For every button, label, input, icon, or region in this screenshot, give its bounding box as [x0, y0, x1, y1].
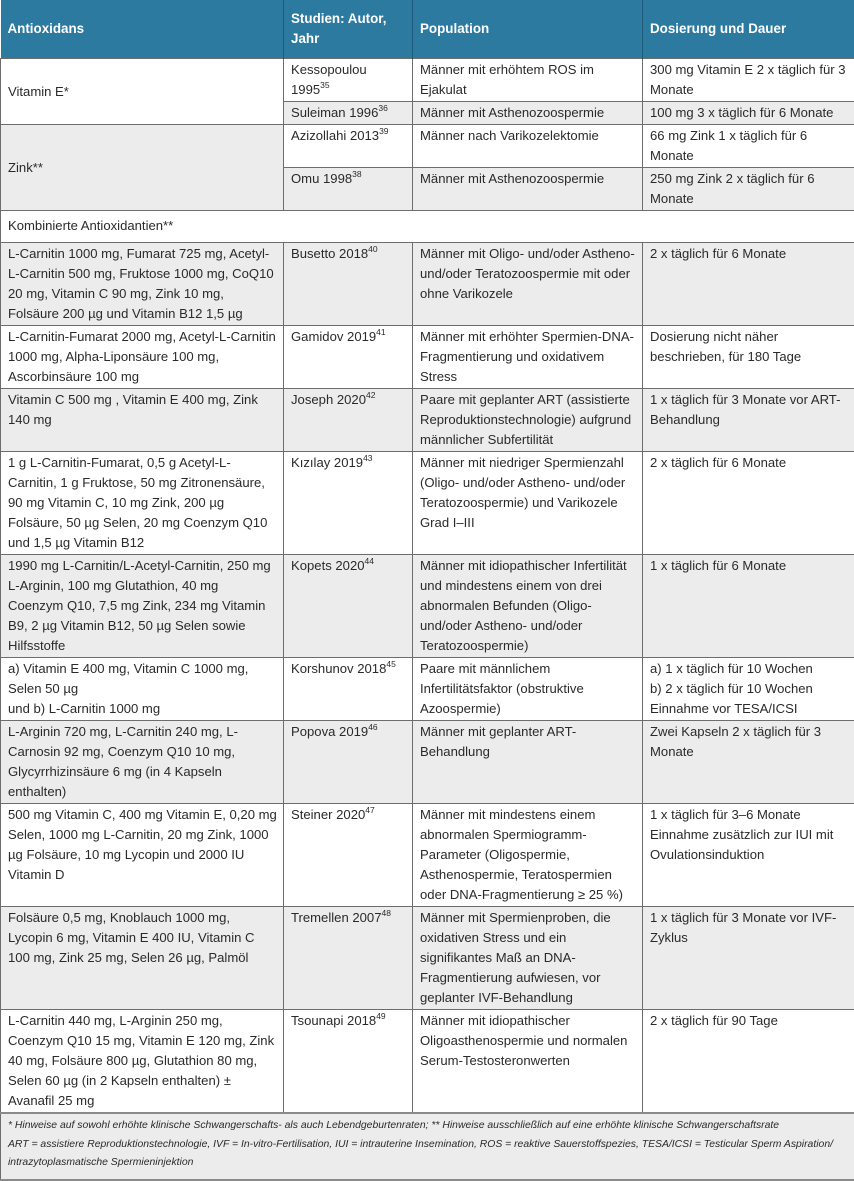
study-cell: Suleiman 1996$^{36}$	[284, 102, 413, 125]
population-cell: Männer mit erhöhter Spermien-DNA-Fragmentierung und oxidativem Stress	[413, 326, 643, 389]
table-row	[1, 59, 854, 102]
antioxidant-cell: L-Carnitin 440 mg, L-Arginin 250 mg, Coenzym Q10 15 mg, Vitamin E 120 mg, Zink 40 mg, Folsäure 800 µg, Glutathion 80 mg, Selen 60 µg (in 2 Kapseln enthalten) ± Avanafil 25 mg	[1, 1010, 284, 1114]
antioxidant-cell: 500 mg Vitamin C, 400 mg Vitamin E, 0,20 mg Selen, 1000 mg L-Carnitin, 20 mg Zink, 1000 µg Folsäure, 10 mg Lycopin und 2000 IU Vitamin D	[1, 804, 284, 907]
population-cell: Männer nach Varikozelektomie	[413, 125, 643, 168]
table-row	[1, 452, 854, 555]
study-cell: Steiner 2020$^{47}$	[284, 804, 413, 907]
antioxidant-cell: Vitamin E*	[1, 59, 284, 125]
table-row	[1, 721, 854, 804]
population-cell: Männer mit Spermienproben, die oxidativen Stress und ein signifikantes Maß an DNA-Fragmentierung aufwiesen, vor geplanter IVF-Behandlung	[413, 907, 643, 1010]
dosage-cell: 2 x täglich für 6 Monate	[643, 243, 854, 326]
study-cell: Busetto 2018$^{40}$	[284, 243, 413, 326]
section-row	[1, 211, 854, 243]
footnote-line: ART = assistiere Reproduktionstechnologie, IVF = In-vitro-Fertilisation, IUI = intrauterine Insemination, ROS = reaktive Sauerstoffspezies, TESA/ICSI = Testicular Sperm Aspiration/ intrazytoplasmatische Spermieninjektion	[8, 1136, 847, 1173]
population-cell: Männer mit mindestens einem abnormalen Spermiogramm-Parameter (Oligospermie, Asthenospermie, Teratospermien oder DNA-Fragmentierung ≥ 25 %)	[413, 804, 643, 907]
dosage-cell: 250 mg Zink 2 x täglich für 6 Monate	[643, 168, 854, 211]
population-cell: Männer mit niedriger Spermienzahl (Oligo- und/oder Astheno- und/oder Teratozoospermie) und Varikozele Grad I–III	[413, 452, 643, 555]
table-row	[1, 326, 854, 389]
study-cell: Popova 2019$^{46}$	[284, 721, 413, 804]
study-cell: Tsounapi 2018$^{49}$	[284, 1010, 413, 1114]
dosage-cell: 1 x täglich für 3–6 Monate Einnahme zusätzlich zur IUI mit Ovulationsinduktion	[643, 804, 854, 907]
study-cell: Gamidov 2019$^{41}$	[284, 326, 413, 389]
population-cell: Paare mit männlichem Infertilitätsfaktor (obstruktive Azoospermie)	[413, 658, 643, 721]
antioxidant-cell: 1 g L-Carnitin-Fumarat, 0,5 g Acetyl-L-Carnitin, 1 g Fruktose, 50 mg Zitronensäure, 90 mg Vitamin C, 10 mg Zink, 200 µg Folsäure, 50 µg Selen, 20 mg Coenzym Q10 und 1,5 µg Vitamin B12	[1, 452, 284, 555]
study-cell: Kopets 2020$^{44}$	[284, 555, 413, 658]
study-cell: Joseph 2020$^{42}$	[284, 389, 413, 452]
population-cell: Männer mit Asthenozoospermie	[413, 168, 643, 211]
population-cell: Männer mit Oligo- und/oder Astheno- und/oder Teratozoospermie mit oder ohne Varikozele	[413, 243, 643, 326]
dosage-cell: 1 x täglich für 6 Monate	[643, 555, 854, 658]
study-cell: Korshunov 2018$^{45}$	[284, 658, 413, 721]
dosage-cell: 66 mg Zink 1 x täglich für 6 Monate	[643, 125, 854, 168]
population-cell: Männer mit geplanter ART-Behandlung	[413, 721, 643, 804]
dosage-cell: Zwei Kapseln 2 x täglich für 3 Monate	[643, 721, 854, 804]
antioxidant-cell: a) Vitamin E 400 mg, Vitamin C 1000 mg, Selen 50 µg und b) L-Carnitin 1000 mg	[1, 658, 284, 721]
dosage-cell: 100 mg 3 x täglich für 6 Monate	[643, 102, 854, 125]
study-cell: Omu 1998$^{38}$	[284, 168, 413, 211]
table-row	[1, 389, 854, 452]
antioxidant-cell: L-Carnitin-Fumarat 2000 mg, Acetyl-L-Carnitin 1000 mg, Alpha-Liponsäure 100 mg, Ascorbinsäure 100 mg	[1, 326, 284, 389]
study-cell: Kızılay 2019$^{43}$	[284, 452, 413, 555]
header-dosage: Dosierung und Dauer	[643, 0, 854, 59]
table-header-row	[1, 0, 854, 59]
population-cell: Paare mit geplanter ART (assistierte Reproduktionstechnologie) aufgrund männlicher Subfertilität	[413, 389, 643, 452]
dosage-cell: 1 x täglich für 3 Monate vor IVF-Zyklus	[643, 907, 854, 1010]
dosage-cell: 2 x täglich für 90 Tage	[643, 1010, 854, 1114]
table-row	[1, 907, 854, 1010]
antioxidant-cell: 1990 mg L-Carnitin/L-Acetyl-Carnitin, 250 mg L-Arginin, 100 mg Glutathion, 40 mg Coenzym Q10, 7,5 mg Zink, 234 mg Vitamin B9, 2 µg Vitamin B12, 50 µg Selen sowie Hilfsstoffe	[1, 555, 284, 658]
dosage-cell: Dosierung nicht näher beschrieben, für 180 Tage	[643, 326, 854, 389]
table-row	[1, 555, 854, 658]
antioxidant-cell: Folsäure 0,5 mg, Knoblauch 1000 mg, Lycopin 6 mg, Vitamin E 400 IU, Vitamin C 100 mg, Zink 25 mg, Selen 26 µg, Palmöl	[1, 907, 284, 1010]
population-cell: Männer mit Asthenozoospermie	[413, 102, 643, 125]
dosage-cell: 300 mg Vitamin E 2 x täglich für 3 Monate	[643, 59, 854, 102]
study-cell: Tremellen 2007$^{48}$	[284, 907, 413, 1010]
footnote-line: * Hinweise auf sowohl erhöhte klinische Schwangerschafts- als auch Lebendgeburtenraten; ** Hinweise ausschließlich auf eine erhöhte klinische Schwangerschaftsrate	[8, 1117, 847, 1136]
dosage-cell: a) 1 x täglich für 10 Wochen b) 2 x täglich für 10 Wochen Einnahme vor TESA/ICSI	[643, 658, 854, 721]
section-label: Kombinierte Antioxidantien**	[1, 211, 854, 243]
study-cell: Azizollahi 2013$^{39}$	[284, 125, 413, 168]
dosage-cell: 1 x täglich für 3 Monate vor ART-Behandlung	[643, 389, 854, 452]
table-row	[1, 243, 854, 326]
header-antioxidant: Antioxidans	[1, 0, 284, 59]
footnote-row	[1, 1113, 854, 1180]
antioxidant-cell: L-Arginin 720 mg, L-Carnitin 240 mg, L-Carnosin 92 mg, Coenzym Q10 10 mg, Glycyrrhizinsäure 6 mg (in 4 Kapseln enthalten)	[1, 721, 284, 804]
population-cell: Männer mit idiopathischer Infertilität und mindestens einem von drei abnormalen Befunden (Oligo- und/oder Astheno- und/oder Teratozoospermie)	[413, 555, 643, 658]
population-cell: Männer mit erhöhtem ROS im Ejakulat	[413, 59, 643, 102]
footnotes	[1, 1113, 854, 1180]
population-cell: Männer mit idiopathischer Oligoasthenospermie und normalen Serum-Testosteronwerten	[413, 1010, 643, 1114]
antioxidant-cell: L-Carnitin 1000 mg, Fumarat 725 mg, Acetyl-L-Carnitin 500 mg, Fruktose 1000 mg, CoQ10 20 mg, Vitamin C 90 mg, Zink 10 mg, Folsäure 200 µg und Vitamin B12 1,5 µg	[1, 243, 284, 326]
dosage-cell: 2 x täglich für 6 Monate	[643, 452, 854, 555]
antioxidant-cell: Zink**	[1, 125, 284, 211]
header-study: Studien: Autor, Jahr	[284, 0, 413, 59]
table-row	[1, 1010, 854, 1114]
table-row	[1, 125, 854, 168]
study-cell: Kessopoulou 1995$^{35}$	[284, 59, 413, 102]
table-row	[1, 804, 854, 907]
header-population: Population	[413, 0, 643, 59]
antioxidant-cell: Vitamin C 500 mg , Vitamin E 400 mg, Zink 140 mg	[1, 389, 284, 452]
table-row	[1, 658, 854, 721]
